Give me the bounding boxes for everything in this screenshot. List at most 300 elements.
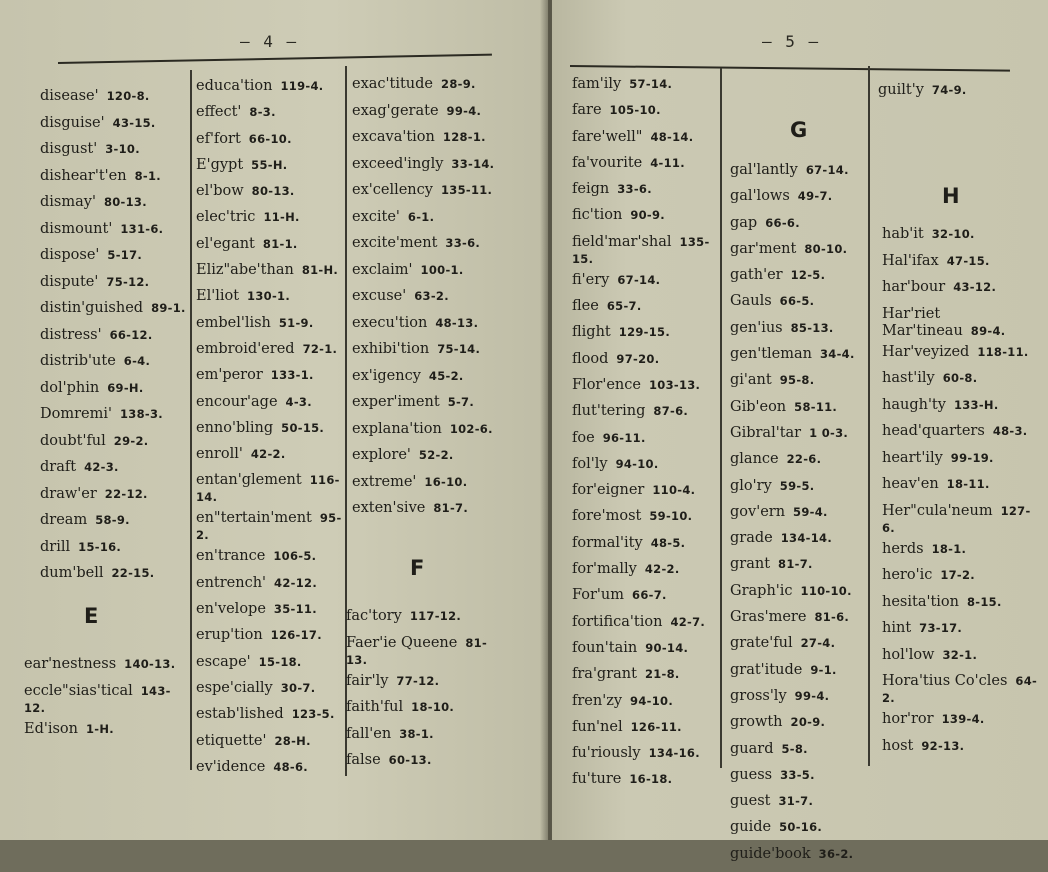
- entry-reference: 102-6.: [449, 421, 493, 436]
- entry-reference: 80-10.: [804, 241, 848, 256]
- entry-word: fu'ture: [572, 771, 622, 788]
- entry-word: hor'ror: [882, 711, 934, 727]
- index-entry: [882, 279, 1040, 302]
- index-entry: [730, 293, 870, 315]
- entry-word: foun'tain: [572, 639, 638, 656]
- entry-reference: 22-12.: [104, 486, 148, 501]
- entry-reference: 106-5.: [273, 549, 317, 564]
- index-entry: [572, 614, 720, 636]
- index-entry: [40, 353, 188, 376]
- entry-word: distrib'ute: [40, 353, 116, 369]
- entry-word: Her"cula'neum: [882, 502, 993, 519]
- index-entry: [196, 367, 342, 389]
- entry-reference: 1-H.: [86, 721, 114, 736]
- index-entry: [352, 288, 502, 311]
- index-entry: [196, 157, 342, 179]
- index-entry: [24, 721, 188, 744]
- entry-word: eccle"sias'tical: [24, 682, 133, 699]
- entry-reference: 81-13.: [346, 635, 488, 667]
- entry-reference: 48-3.: [992, 424, 1028, 438]
- index-entry: [40, 459, 188, 482]
- index-entry: [40, 380, 188, 403]
- entry-reference: 32-1.: [942, 647, 978, 662]
- index-entry: [346, 635, 496, 669]
- index-entry: [882, 397, 1040, 420]
- entry-word: feign: [572, 181, 610, 198]
- entry-word: Faer'ie Queene: [346, 634, 458, 651]
- entry-reference: 11-H.: [263, 210, 300, 225]
- index-entry: [196, 680, 342, 702]
- index-entry: [730, 425, 870, 447]
- index-entry: [40, 115, 188, 138]
- index-entry: [882, 476, 1040, 499]
- entry-reference: 60-8.: [942, 371, 978, 385]
- entry-word: fore'most: [572, 508, 642, 525]
- entry-word: explore': [352, 447, 411, 463]
- entry-word: glo'ry: [730, 477, 772, 494]
- entry-reference: 3-10.: [105, 142, 140, 156]
- entry-word: Hal'ifax: [882, 252, 939, 269]
- index-entry: [352, 368, 502, 391]
- index-entry: [40, 300, 188, 323]
- index-column: [882, 226, 1040, 764]
- entry-word: Hora'tius Co'cles: [882, 673, 1008, 689]
- entry-word: grant: [730, 556, 771, 573]
- entry-reference: 8-3.: [249, 105, 276, 120]
- entry-word: El'liot: [196, 288, 240, 305]
- entry-reference: 60-13.: [388, 753, 432, 767]
- index-entry: [882, 423, 1040, 446]
- entry-reference: 94-10.: [630, 693, 673, 708]
- entry-word: fam'ily: [572, 76, 622, 92]
- section-letter-f: F: [410, 556, 425, 580]
- entry-word: excite'ment: [352, 235, 438, 251]
- index-entry: [572, 272, 720, 294]
- index-entry: [352, 262, 502, 285]
- entry-word: disguise': [40, 114, 105, 131]
- entry-word: guilt'y: [878, 82, 924, 98]
- entry-reference: 63-2.: [414, 289, 449, 303]
- entry-reference: 28-9.: [441, 77, 476, 91]
- index-entry: [882, 450, 1040, 473]
- index-entry: [730, 846, 870, 868]
- index-entry: [40, 221, 188, 244]
- index-entry: [352, 76, 502, 99]
- entry-word: dismount': [40, 220, 113, 237]
- entry-word: el'egant: [196, 235, 255, 252]
- index-entry: [196, 262, 342, 284]
- index-entry: [352, 421, 502, 444]
- entry-reference: 134-16.: [648, 746, 700, 761]
- entry-reference: 6-1.: [407, 209, 435, 224]
- index-column: [730, 162, 870, 872]
- entry-word: hesita'tion: [882, 593, 959, 610]
- index-entry: [352, 103, 502, 126]
- index-entry: [196, 104, 342, 126]
- index-entry: [196, 472, 342, 506]
- entry-word: entan'glement: [196, 472, 302, 489]
- entry-word: gen'tleman: [730, 346, 812, 363]
- entry-reference: 66-12.: [109, 327, 153, 342]
- entry-word: Graph'ic: [730, 582, 793, 599]
- entry-word: guide'book: [730, 845, 811, 862]
- index-entry: [572, 102, 720, 124]
- index-entry: [24, 683, 188, 717]
- entry-word: en'trance: [196, 548, 266, 565]
- entry-word: ef'fort: [196, 130, 241, 147]
- entry-reference: 74-9.: [931, 83, 967, 97]
- entry-word: en'velope: [196, 601, 266, 618]
- entry-word: herds: [882, 540, 924, 557]
- entry-reference: 32-10.: [931, 227, 975, 241]
- entry-word: hint: [882, 620, 912, 636]
- entry-reference: 49-7.: [797, 189, 833, 204]
- index-entry: [730, 793, 870, 815]
- index-entry: [352, 315, 502, 338]
- entry-reference: 42-12.: [274, 575, 317, 590]
- index-entry: [40, 88, 188, 111]
- entry-reference: 90-14.: [645, 640, 689, 655]
- entry-word: excava'tion: [352, 129, 435, 145]
- index-entry: [196, 733, 342, 755]
- index-entry: [882, 344, 1040, 367]
- entry-word: draw'er: [40, 485, 97, 502]
- index-entry: [730, 267, 870, 289]
- entry-word: formal'ity: [572, 534, 643, 551]
- entry-word: flut'tering: [572, 403, 646, 420]
- entry-word: hab'it: [882, 226, 924, 242]
- entry-reference: 65-7.: [606, 299, 642, 314]
- index-entry: [196, 548, 342, 570]
- index-entry: [40, 274, 188, 297]
- entry-word: em'peror: [196, 367, 263, 384]
- index-entry: [730, 609, 870, 631]
- entry-reference: 33-14.: [451, 156, 495, 171]
- entry-word: field'mar'shal: [572, 233, 672, 250]
- index-entry: [346, 608, 496, 631]
- index-entry: [572, 129, 720, 151]
- entry-reference: 17-2.: [940, 568, 975, 582]
- entry-reference: 42-7.: [670, 614, 706, 629]
- entry-reference: 99-4.: [794, 688, 830, 703]
- index-entry: [572, 234, 720, 268]
- entry-reference: 9-1.: [810, 662, 837, 677]
- entry-word: fol'ly: [572, 455, 608, 472]
- index-column: [196, 78, 342, 785]
- index-entry: [40, 194, 188, 217]
- index-entry: [196, 394, 342, 416]
- entry-word: exclaim': [352, 261, 413, 278]
- entry-reference: 89-1.: [151, 301, 186, 315]
- entry-word: guess: [730, 766, 773, 783]
- entry-word: effect': [196, 104, 242, 121]
- index-entry: [40, 539, 188, 562]
- entry-word: dream: [40, 512, 88, 528]
- entry-reference: 50-15.: [281, 420, 325, 435]
- entry-reference: 43-15.: [112, 115, 156, 130]
- entry-word: estab'lished: [196, 706, 284, 723]
- entry-reference: 75-12.: [106, 274, 150, 289]
- index-entry: [196, 209, 342, 231]
- page-number: — 4 —: [240, 32, 299, 51]
- entry-reference: 103-13.: [648, 377, 701, 392]
- index-entry: [40, 168, 188, 191]
- index-entry: [196, 420, 342, 442]
- entry-word: excuse': [352, 288, 407, 304]
- entry-word: for'eigner: [572, 482, 645, 499]
- index-entry: [572, 351, 720, 373]
- index-entry: [572, 324, 720, 346]
- index-entry: [730, 241, 870, 263]
- entry-reference: 95-8.: [779, 373, 815, 388]
- entry-word: grate'ful: [730, 635, 793, 652]
- index-entry: [346, 699, 496, 722]
- entry-reference: 58-11.: [794, 399, 838, 414]
- entry-word: Gras'mere: [730, 609, 807, 626]
- entry-reference: 143-12.: [24, 683, 171, 715]
- index-entry: [730, 583, 870, 605]
- column-divider: [720, 68, 722, 768]
- entry-reference: 48-6.: [273, 759, 308, 774]
- entry-reference: 48-13.: [435, 315, 479, 330]
- entry-word: drill: [40, 538, 71, 555]
- index-entry: [196, 341, 342, 363]
- entry-word: disease': [40, 88, 99, 104]
- entry-word: foe: [572, 429, 595, 446]
- entry-reference: 36-2.: [818, 846, 854, 861]
- entry-reference: 135-11.: [440, 183, 493, 197]
- entry-word: Flor'ence: [572, 376, 641, 393]
- index-entry: [572, 745, 720, 767]
- entry-reference: 81-7.: [778, 557, 813, 572]
- entry-reference: 50-16.: [779, 820, 823, 835]
- entry-reference: 5-8.: [781, 741, 808, 756]
- entry-word: host: [882, 737, 914, 754]
- entry-word: glance: [730, 451, 779, 468]
- entry-word: fare'well": [572, 128, 643, 145]
- entry-reference: 99-19.: [950, 450, 994, 465]
- entry-reference: 18-10.: [411, 700, 455, 714]
- entry-word: en"tertain'ment: [196, 510, 312, 527]
- index-entry: [572, 377, 720, 399]
- index-entry: [196, 706, 342, 728]
- entry-reference: 59-4.: [793, 504, 828, 519]
- index-entry: [196, 627, 342, 649]
- entry-reference: 33-5.: [780, 767, 815, 782]
- entry-word: encour'age: [196, 393, 278, 410]
- entry-word: Ed'ison: [24, 720, 78, 737]
- entry-reference: 77-12.: [396, 673, 440, 688]
- index-entry: [730, 372, 870, 394]
- entry-reference: 59-5.: [779, 478, 815, 493]
- index-entry: [572, 207, 720, 229]
- entry-word: grade: [730, 530, 773, 547]
- entry-reference: 105-10.: [609, 103, 661, 118]
- entry-reference: 59-10.: [649, 509, 693, 524]
- entry-word: Gauls: [730, 293, 772, 310]
- index-entry: [196, 575, 342, 597]
- index-entry: [730, 662, 870, 684]
- entry-word: dum'bell: [40, 565, 104, 581]
- entry-reference: 57-14.: [629, 77, 673, 91]
- entry-reference: 5-7.: [447, 395, 475, 409]
- entry-reference: 81-7.: [433, 501, 468, 515]
- index-entry: [40, 512, 188, 535]
- header-rule: [58, 54, 492, 64]
- index-entry: [40, 141, 188, 164]
- entry-reference: 126-11.: [630, 719, 682, 734]
- entry-word: fare: [572, 102, 602, 119]
- entry-word: ear'nestness: [24, 656, 117, 672]
- entry-reference: 28-H.: [274, 733, 311, 748]
- index-entry: [196, 315, 342, 337]
- entry-reference: 133-H.: [953, 397, 999, 412]
- entry-reference: 116-14.: [196, 473, 340, 505]
- index-entry: [882, 503, 1040, 537]
- index-entry: [40, 327, 188, 350]
- index-entry: [352, 500, 502, 523]
- index-column: [572, 76, 720, 798]
- entry-reference: 123-5.: [291, 707, 335, 722]
- entry-reference: 43-12.: [953, 280, 997, 294]
- entry-reference: 92-13.: [921, 738, 965, 753]
- entry-word: Eliz"abe'than: [196, 262, 294, 279]
- entry-word: false: [346, 752, 381, 768]
- entry-word: exhibi'tion: [352, 341, 430, 357]
- entry-reference: 58-9.: [95, 513, 130, 527]
- entry-word: har'bour: [882, 279, 946, 295]
- entry-reference: 81-1.: [262, 236, 298, 251]
- index-entry: [40, 406, 188, 429]
- entry-reference: 80-13.: [103, 195, 147, 209]
- entry-reference: 38-1.: [399, 726, 434, 741]
- entry-reference: 15-18.: [258, 654, 302, 669]
- index-entry: [352, 129, 502, 152]
- entry-word: dol'phin: [40, 379, 100, 396]
- entry-word: enno'bling: [196, 419, 274, 436]
- entry-reference: 47-15.: [946, 253, 990, 268]
- entry-word: hero'ic: [882, 567, 933, 583]
- entry-reference: 118-11.: [977, 344, 1029, 359]
- entry-word: espe'cially: [196, 679, 273, 696]
- header-rule: [570, 65, 1010, 72]
- index-entry: [730, 215, 870, 237]
- index-entry: [730, 478, 870, 500]
- entry-word: embel'lish: [196, 314, 271, 331]
- entry-word: dispose': [40, 247, 100, 263]
- entry-word: exten'sive: [352, 500, 426, 516]
- index-entry: [196, 601, 342, 623]
- index-entry: [572, 587, 720, 609]
- entry-word: enroll': [196, 446, 243, 463]
- entry-reference: 130-1.: [247, 289, 290, 304]
- entry-reference: 66-10.: [248, 131, 292, 146]
- entry-reference: 131-6.: [120, 221, 164, 236]
- entry-word: fortifica'tion: [572, 613, 663, 630]
- entry-reference: 45-2.: [428, 368, 464, 383]
- entry-reference: 64-2.: [882, 674, 1038, 705]
- index-entry: [730, 556, 870, 578]
- entry-reference: 127-6.: [882, 503, 1031, 535]
- index-entry: [572, 456, 720, 478]
- entry-reference: 87-6.: [653, 404, 689, 419]
- entry-word: Har'riet Mar'tineau: [882, 305, 963, 339]
- entry-word: erup'tion: [196, 627, 263, 644]
- entry-word: exac'titude: [352, 76, 434, 92]
- entry-word: flee: [572, 298, 599, 315]
- entry-reference: 16-10.: [424, 474, 468, 489]
- index-entry: [730, 451, 870, 473]
- entry-word: fac'tory: [346, 608, 402, 624]
- entry-word: fu'riously: [572, 745, 641, 762]
- index-entry: [730, 530, 870, 552]
- entry-reference: 27-4.: [800, 636, 836, 651]
- entry-reference: 81-H.: [301, 263, 339, 278]
- entry-word: heav'en: [882, 476, 939, 492]
- entry-reference: 128-1.: [442, 130, 486, 144]
- index-entry: [196, 510, 342, 544]
- entry-reference: 16-18.: [629, 772, 673, 787]
- entry-reference: 69-H.: [107, 380, 144, 395]
- entry-reference: 135-15.: [572, 234, 710, 266]
- index-entry: [352, 394, 502, 417]
- entry-reference: 4-3.: [285, 394, 312, 409]
- index-entry: [196, 131, 342, 153]
- entry-reference: 1 0-3.: [809, 425, 849, 440]
- index-column: [24, 656, 188, 747]
- entry-word: el'bow: [196, 183, 244, 200]
- index-entry: [346, 673, 496, 696]
- index-entry: [40, 486, 188, 509]
- section-letter-g: G: [790, 118, 808, 142]
- entry-reference: 138-3.: [120, 407, 163, 421]
- index-entry: [346, 752, 496, 775]
- index-entry: [572, 561, 720, 583]
- entry-word: Gib'eon: [730, 398, 787, 415]
- index-entry: [730, 714, 870, 736]
- entry-word: escape': [196, 653, 251, 670]
- index-entry: [572, 430, 720, 452]
- entry-word: ex'igency: [352, 367, 421, 384]
- entry-reference: 119-4.: [280, 79, 324, 93]
- entry-reference: 75-14.: [437, 342, 481, 356]
- index-column: [346, 608, 496, 779]
- entry-word: haugh'ty: [882, 396, 946, 413]
- entry-reference: 85-13.: [790, 320, 834, 335]
- entry-reference: 97-20.: [616, 351, 660, 366]
- index-entry: [572, 693, 720, 715]
- entry-word: E'gypt: [196, 156, 244, 173]
- entry-word: fall'en: [346, 725, 392, 742]
- index-entry: [572, 181, 720, 203]
- entry-reference: 95-2.: [196, 511, 342, 543]
- index-entry: [572, 298, 720, 320]
- index-entry: [882, 594, 1040, 617]
- entry-reference: 48-14.: [650, 129, 694, 144]
- index-entry: [882, 253, 1040, 276]
- entry-word: guard: [730, 740, 774, 757]
- index-entry: [352, 474, 502, 497]
- index-entry: [24, 656, 188, 679]
- index-entry: [730, 346, 870, 368]
- index-entry: [352, 182, 502, 205]
- entry-reference: 110-4.: [652, 483, 696, 498]
- entry-reference: 20-9.: [790, 715, 826, 730]
- entry-reference: 18-1.: [931, 541, 967, 556]
- index-entry: [40, 247, 188, 270]
- index-entry: [882, 541, 1040, 564]
- right-page: [552, 0, 1048, 862]
